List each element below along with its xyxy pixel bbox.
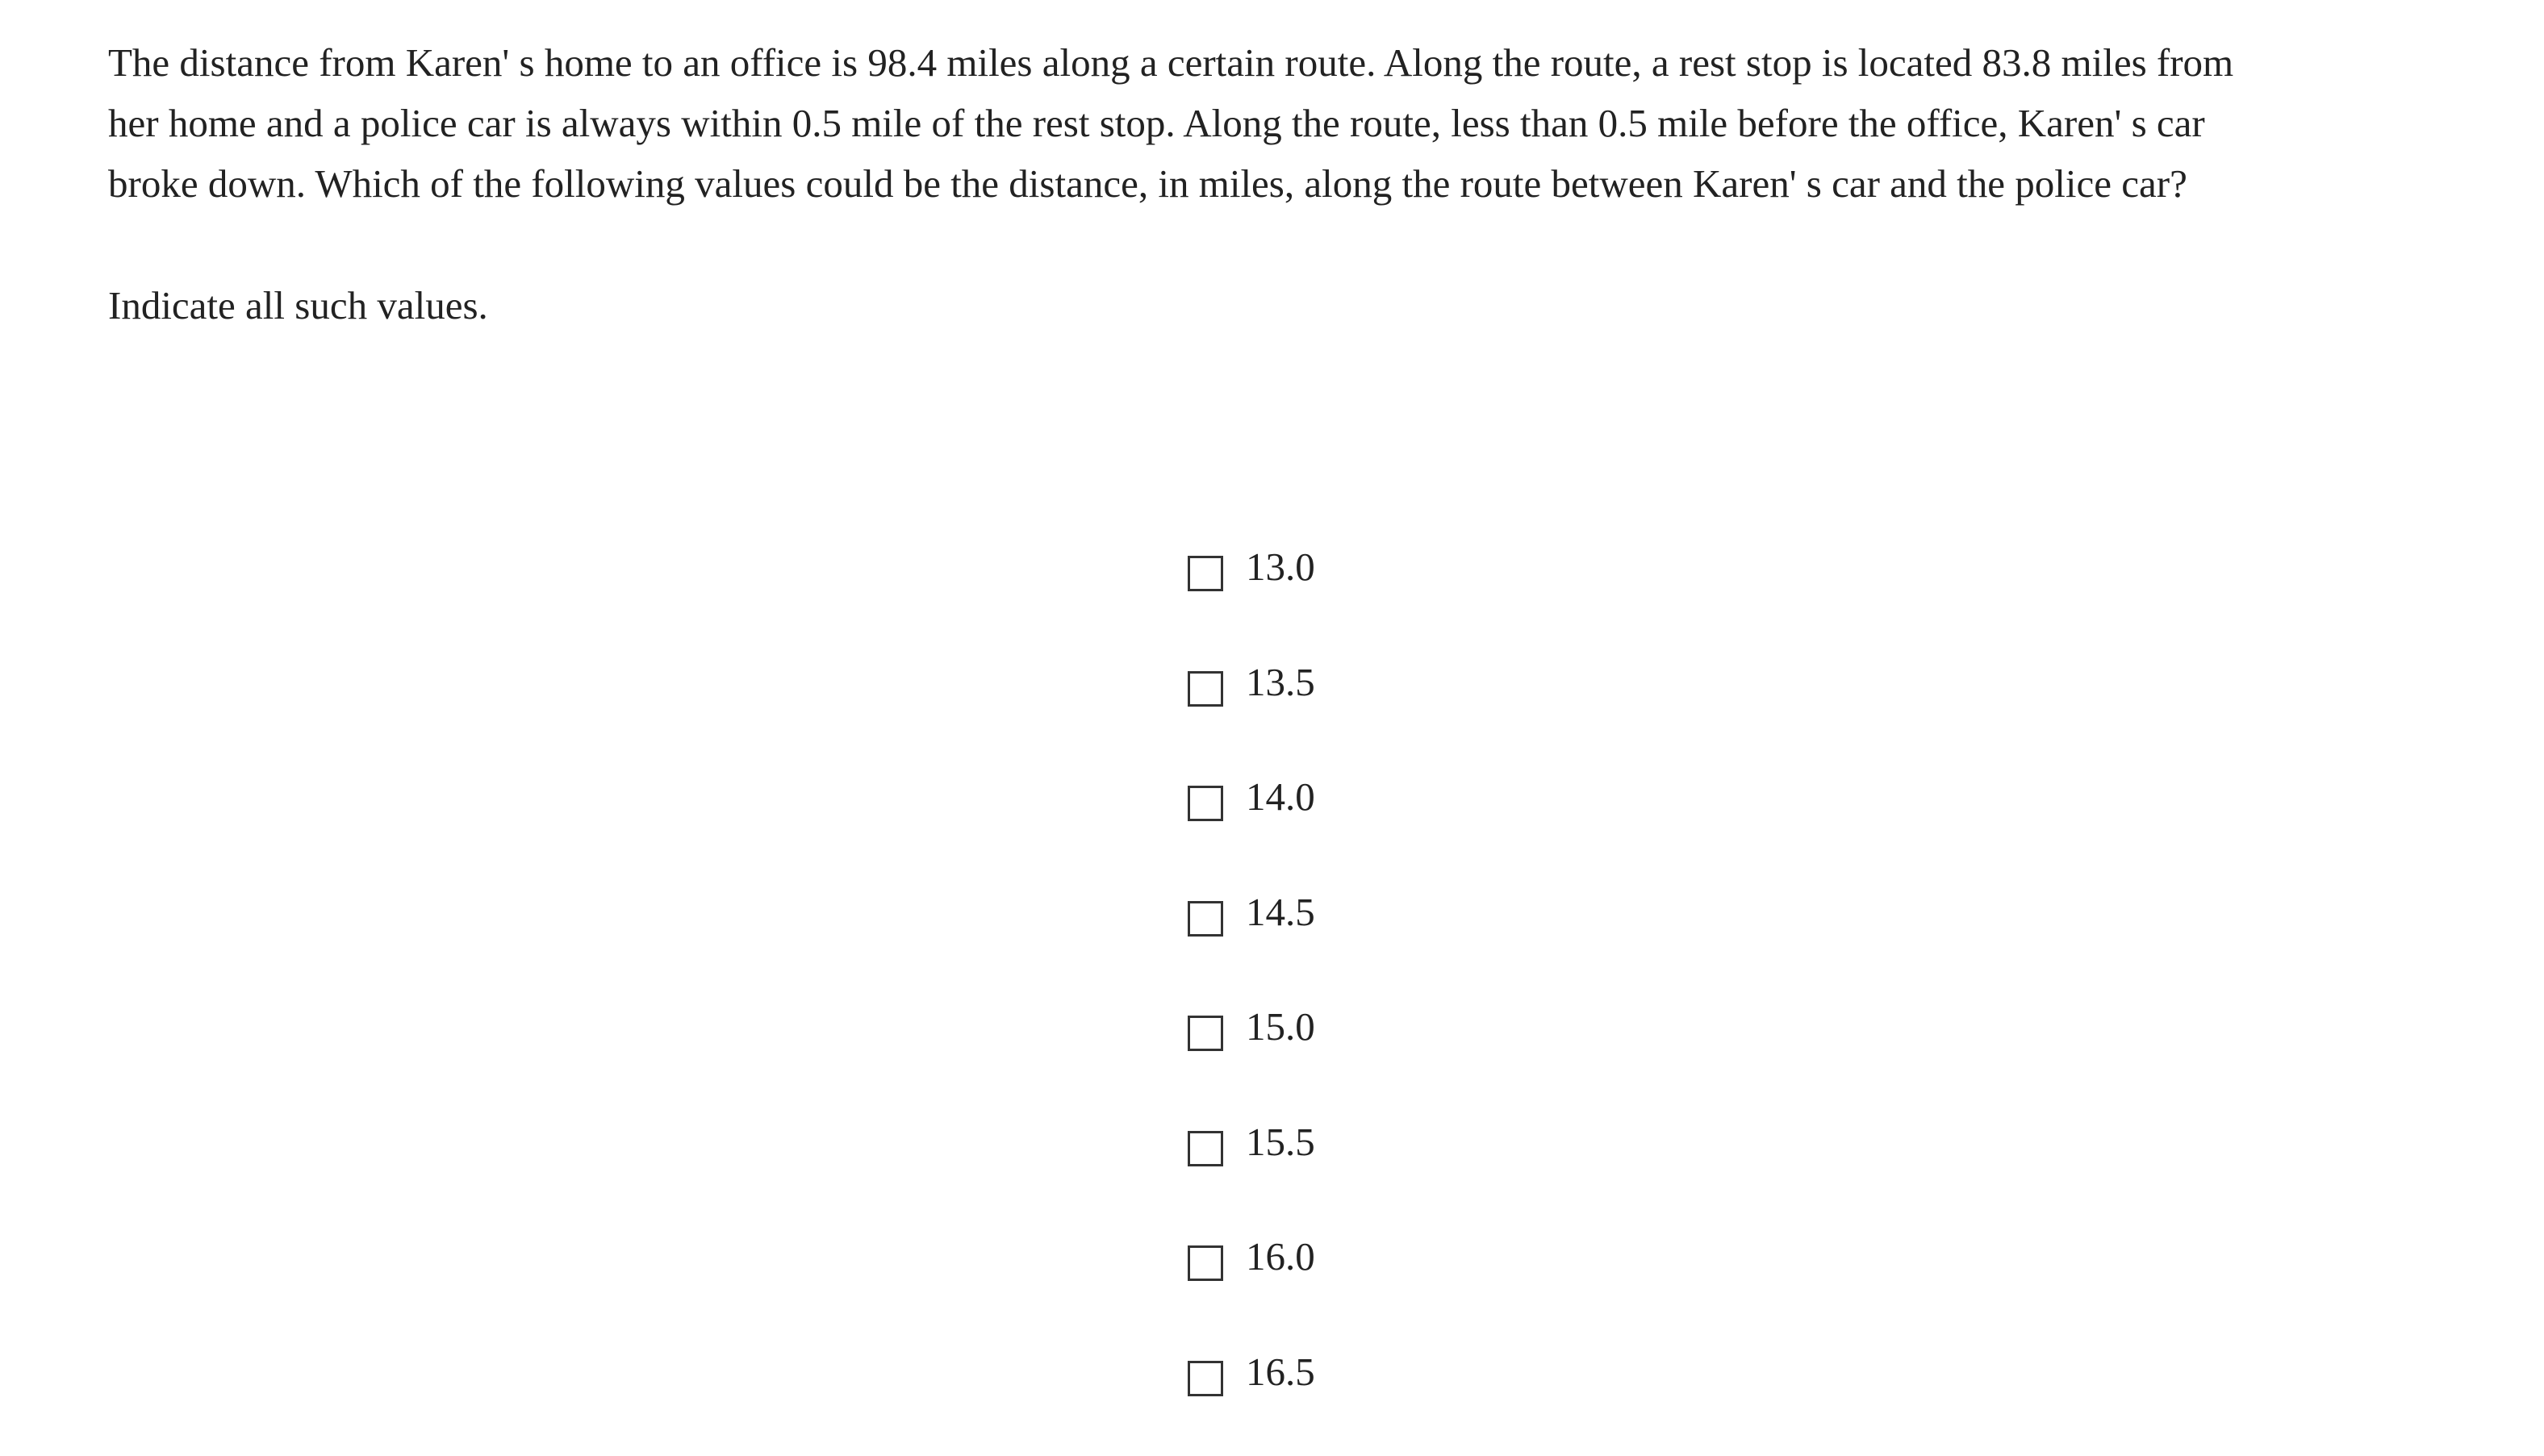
option-5[interactable]	[1188, 996, 1315, 1112]
answer-options	[1188, 536, 1315, 1456]
option-5-label[interactable]: 15.0	[1246, 996, 1315, 1057]
question-text: The distance from Karen' s home to an office is 98.4 miles along a certain route. Along the route, a rest stop is located 83.8 miles from her home and a police car is always within 0.5 mile of the rest stop. Along the route, less than 0.5 mile before the office, Karen' s car broke down. Which of the following values could be the distance, in miles, along the route between Karen' s car and the police car?	[108, 32, 2448, 214]
option-3-label[interactable]: 14.0	[1246, 766, 1315, 827]
option-2-checkbox[interactable]	[1188, 671, 1223, 707]
option-1-label[interactable]: 13.0	[1246, 536, 1315, 597]
option-8[interactable]	[1188, 1341, 1315, 1456]
option-5-checkbox[interactable]	[1188, 1016, 1223, 1051]
option-8-checkbox[interactable]	[1188, 1361, 1223, 1396]
option-6-checkbox[interactable]	[1188, 1131, 1223, 1166]
option-6[interactable]	[1188, 1112, 1315, 1227]
option-2[interactable]	[1188, 652, 1315, 767]
instruction-text: Indicate all such values.	[108, 275, 488, 336]
option-4[interactable]	[1188, 882, 1315, 997]
option-8-label[interactable]: 16.5	[1246, 1341, 1315, 1402]
option-7-label[interactable]: 16.0	[1246, 1226, 1315, 1287]
option-7-checkbox[interactable]	[1188, 1245, 1223, 1281]
option-3-checkbox[interactable]	[1188, 786, 1223, 821]
option-4-label[interactable]: 14.5	[1246, 882, 1315, 942]
option-2-label[interactable]: 13.5	[1246, 652, 1315, 712]
option-1-checkbox[interactable]	[1188, 556, 1223, 591]
option-6-label[interactable]: 15.5	[1246, 1112, 1315, 1172]
option-1[interactable]	[1188, 536, 1315, 652]
option-4-checkbox[interactable]	[1188, 901, 1223, 937]
option-7[interactable]	[1188, 1226, 1315, 1341]
option-3[interactable]	[1188, 766, 1315, 882]
